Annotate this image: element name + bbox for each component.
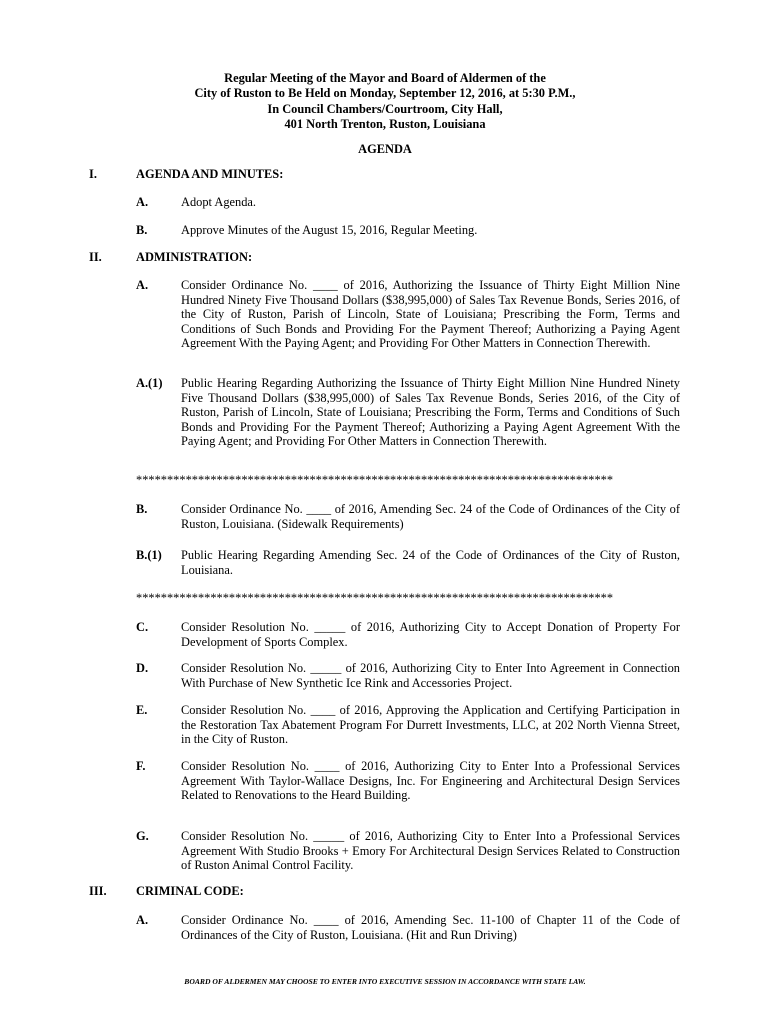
header-line-4: 401 North Trenton, Ruston, Louisiana [284, 116, 486, 131]
item-mark: D. [136, 661, 149, 675]
item-mark: G. [136, 829, 149, 843]
agenda-item-sports-complex: Consider Resolution No. _____ of 2016, Authorizing City to Accept Donation of Property For Development of Sports Complex. [181, 620, 680, 649]
section-numeral-2: II. [89, 250, 102, 264]
item-mark: E. [136, 703, 148, 717]
item-mark: B.(1) [136, 548, 162, 562]
item-mark: B. [136, 502, 148, 516]
item-mark: A. [136, 195, 149, 209]
item-mark: A. [136, 913, 149, 927]
meeting-header [90, 71, 680, 132]
agenda-item-sidewalk-public-hearing: Public Hearing Regarding Amending Sec. 24 of the Code of Ordinances of the City of Ruston, Louisiana. [181, 548, 680, 577]
item-mark: A.(1) [136, 376, 163, 390]
section-numeral-1: I. [89, 167, 97, 181]
agenda-item-bond-ordinance: Consider Ordinance No. ____ of 2016, Authorizing the Issuance of Thirty Eight Million Nine Hundred Ninety Five Thousand Dollars ($38,995,000) of Sales Tax Revenue Bonds, Series 2016, of the City of Ruston, Parish of Lincoln, State of Louisiana; Prescribing the Form, Terms and Conditions of Such Bonds and Providing For the Payment Thereof; Authorizing a Paying Agent Agreement With the Paying Agent; and Providing For Other Matters in Connection Therewith. [181, 278, 680, 351]
executive-session-footer: BOARD OF ALDERMEN MAY CHOOSE TO ENTER INTO EXECUTIVE SESSION IN ACCORDANCE WITH STATE LAW. [184, 977, 586, 986]
header-line-3: In Council Chambers/Courtroom, City Hall, [267, 101, 503, 116]
item-mark: F. [136, 759, 146, 773]
item-mark: B. [136, 223, 148, 237]
section-title-criminal-code: CRIMINAL CODE: [136, 884, 244, 898]
agenda-item-bond-public-hearing: Public Hearing Regarding Authorizing the Issuance of Thirty Eight Million Nine Hundred Ninety Five Thousand Dollars ($38,995,000) of Sales Tax Revenue Bonds, Series 2016, of the City of Ruston, Parish of Lincoln, State of Louisiana; Prescribing the Form, Terms and Conditions of Such Bonds and Providing For the Payment Thereof; Authorizing a Paying Agent Agreement With the Paying Agent; and Providing For Other Matters in Connection Therewith. [181, 376, 680, 449]
section-numeral-3: III. [89, 884, 107, 898]
agenda-item-ice-rink: Consider Resolution No. _____ of 2016, Authorizing City to Enter Into Agreement in Connection With Purchase of New Synthetic Ice Rink and Accessories Project. [181, 661, 680, 690]
header-line-1: Regular Meeting of the Mayor and Board of Aldermen of the [224, 71, 546, 85]
agenda-item-tax-abatement: Consider Resolution No. ____ of 2016, Approving the Application and Certifying Participation in the Restoration Tax Abatement Program For Durrett Investments, LLC, at 202 North Vienna Street, in the City of Ruston. [181, 703, 680, 747]
agenda-item-adopt-agenda: Adopt Agenda. [181, 195, 257, 209]
item-mark: A. [136, 278, 149, 292]
section-title-administration: ADMINISTRATION: [136, 250, 253, 264]
section-title-agenda-minutes: AGENDA AND MINUTES: [136, 167, 284, 181]
separator-stars: ***************************************************************************** [136, 473, 614, 487]
separator-stars: ***************************************************************************** [136, 591, 614, 605]
header-line-2: City of Ruston to Be Held on Monday, September 12, 2016, at 5:30 P.M., [194, 86, 576, 101]
agenda-item-sidewalk-ordinance: Consider Ordinance No. ____ of 2016, Amending Sec. 24 of the Code of Ordinances of the City of Ruston, Louisiana. (Sidewalk Requirements) [181, 502, 680, 531]
agenda-title: AGENDA [358, 142, 412, 156]
agenda-item-hit-and-run: Consider Ordinance No. ____ of 2016, Amending Sec. 11-100 of Chapter 11 of the Code of Ordinances of the City of Ruston, Louisiana. (Hit and Run Driving) [181, 913, 680, 942]
agenda-item-approve-minutes: Approve Minutes of the August 15, 2016, Regular Meeting. [181, 223, 478, 237]
agenda-item-heard-building: Consider Resolution No. ____ of 2016, Authorizing City to Enter Into a Professional Services Agreement With Taylor-Wallace Designs, Inc. For Engineering and Architectural Design Services Related to Renovations to the Heard Building. [181, 759, 680, 803]
agenda-item-animal-control: Consider Resolution No. _____ of 2016, Authorizing City to Enter Into a Professional Services Agreement With Studio Brooks + Emory For Architectural Design Services Related to Construction of Ruston Animal Control Facility. [181, 829, 680, 873]
item-mark: C. [136, 620, 149, 634]
